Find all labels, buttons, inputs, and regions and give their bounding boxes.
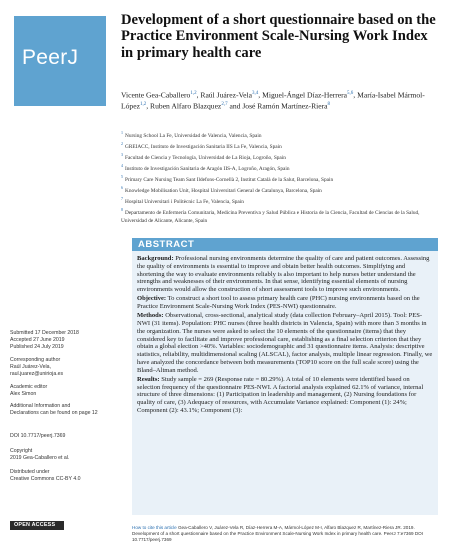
affiliation-number: 5 [121,174,123,180]
abstract-section [137,255,434,294]
abstract-section-text: Study sample = 269 (Response rate = 80.29%). A total of 10 elements were identified based on selection frequency of the questionnaire PES-NWI. A factorial analysis explained 62.1% of variance, internal structure of three dimensions: (1) Participation in leadership and management, (2) Nursing foundations for quality of care, (3) Adequacy of resources, with Accumulate Variance explained: Component (1): 24%; Component (2): 43.1%; Component (3): [137,375,424,414]
dates-block [10,330,122,352]
affiliation-item [121,173,443,184]
abstract-section-text: Professional nursing environments determine the quality of care and patient outcomes. Assessing the quality of environments is essential to improve and obtain better health outcomes. Simplifying and shortening the way to evaluate environments reliably is also important to help nurses better understand the strengths and weaknesses of their environments. In that sense, identifying essential elements of nursing environments would allow the construction of short assessment tools to improve such environments. [137,255,430,293]
affiliation-item [121,129,443,140]
peerj-logo [14,16,106,106]
corresponding-block [10,357,122,379]
copyright-block [10,448,122,462]
affiliation-text: Hospital Universitari i Politècnic La Fe, Valencia, Spain [125,199,244,206]
affiliation-text: Nursing School La Fe, Universidad de Valencia, Valencia, Spain [125,132,262,139]
license-name: Creative Commons CC-BY 4.0 [10,476,81,483]
abstract-section-text: To construct a short tool to assess primary health care (PHC) nursing environments based on the Practice Environment Scale-Nursing Work Index (PES-NWI) questionnaire. [137,295,420,310]
published-date: Published 24 July 2019 [10,344,64,351]
cite-label: How to cite this article [132,525,177,530]
paper-title: Development of a short questionnaire based on the Practice Environment Scale-Nursing Work Index in primary health care [121,12,436,61]
affiliation-text: Departamento de Enfermería Comunitaria, Medicina Preventiva y Salud Pública e Historia de la Ciencia, Facultad de Ciencias de la Salud, Universidad de Alicante, Alicante, Spain [121,210,420,224]
logo-text: PeerJ [22,46,79,69]
copyright-label: Copyright [10,448,33,454]
affiliation-item [121,140,443,151]
affiliation-number: 3 [121,152,123,158]
author-affiliation-marker: 1,2 [139,102,147,108]
copyright-holder: 2019 Gea-Caballero et al. [10,455,70,462]
abstract-section [137,376,434,415]
abstract-section [137,295,434,311]
additional-info-text: Additional Information and Declarations can be found on page 12 [10,403,98,417]
author-affiliation-marker: 3,4 [252,91,259,96]
affiliation-number: 7 [121,196,123,202]
editor-name: Alex Simon [10,391,37,398]
affiliation-number: 4 [121,163,123,169]
affiliation-item [121,151,443,162]
author-name: Ruben Alfaro Blazquez [150,101,222,111]
affiliation-text: Knowledge Mobilisation Unit, Hospital Universitari General de Catalunya, Barcelona, Spain [125,188,322,195]
affiliation-number: 2 [121,141,123,147]
affiliation-item [121,206,443,224]
author-name: María-Isabel Mármol-López [121,90,425,111]
open-access-label: OPEN ACCESS [14,522,56,528]
editor-block [10,384,122,398]
corresponding-label: Corresponding author [10,357,61,363]
abstract-section-text: Observational, cross-sectional, analytical study (data collection February–April 2015). Tool: PES-NWI (31 items). Population: PHC nurses (three health districts in Valencia, Spain) with more than 3 months in the organization. The nurses were asked to select the 10 elements of the questionnaire (items) that they considered key to facilitate and improve professional care, establishing as a final selection criterion that they obtain a global election >40%. Variables: sociodemographic and 31 questionnaire items. Analysis: descriptive statistics, reliability, multidimensional scaling (ALSCAL), factor analysis, multiple linear regression. Finally, we have analyzed the concordance between both measurements (TOP10 score on the full scale score) using the Bland–Altman method. [137,312,433,374]
affiliation-number: 1 [121,130,123,135]
affiliation-text: Primary Care Nursing Team Sant Ildefons-Cornellà 2, Institut Català de la Salut, Barcelona, Spain [125,177,334,184]
citation-footer [132,525,438,544]
abstract-heading: ABSTRACT [138,239,195,250]
editor-label: Academic editor [10,384,48,390]
abstract-body [137,255,434,416]
abstract-section-label: Objective: [137,295,167,303]
author-name: Vicente Gea-Caballero [121,90,191,100]
open-access-badge [10,521,64,530]
doi-block[interactable] [10,433,122,440]
abstract-section-label: Background: [137,255,174,262]
affiliation-text: Instituto de Investigación Sanitaria de Aragón IIS-A, Logroño, Aragón, Spain [125,165,290,172]
author-affiliation-marker: 5,6 [347,91,354,96]
author-name: Miguel-Ángel Díaz-Herrera [262,90,348,100]
affiliation-item [121,195,443,206]
author-affiliation-marker: 2,7 [221,102,228,108]
abstract-header [132,238,438,251]
affiliation-item [121,162,443,173]
affiliation-item [121,184,443,195]
author-affiliation-marker: 8 [327,102,331,108]
doi-text: DOI 10.7717/peerj.7369 [10,433,66,439]
author-affiliation-marker: 1,2 [190,91,197,96]
accepted-date: Accepted 27 June 2019 [10,337,65,344]
abstract-section [137,312,434,374]
license-block[interactable] [10,469,122,483]
submitted-date: Submitted 17 December 2018 [10,330,79,336]
corresponding-name: Raúl Juárez-Vela, [10,364,51,371]
affiliation-text: Facultad de Ciencia y Tecnología, Universidad de La Rioja, Logroño, Spain [125,154,286,161]
affiliation-list [121,129,443,225]
corresponding-email[interactable]: raul.juarez@unirioja.es [10,371,64,378]
cite-doi[interactable]: DOI 10.7717/peerj.7369 [132,531,424,543]
affiliation-number: 8 [121,207,123,213]
affiliation-text: GREIACC, Instituto de Investigación Sanitaria IIS La Fe, Valencia, Spain [125,143,282,150]
license-label: Distributed under [10,469,50,475]
abstract-section-label: Results: [137,375,160,383]
affiliation-number: 6 [121,185,123,191]
author-list: Vicente Gea-Caballero$^{1,2}$, Raúl Juárez-Vela$^{3,4}$, Miguel-Ángel Díaz-Herrera$^{5,6}$, María-Isabel Mármol-López$^{1,2}$, Ruben Alfaro Blazquez$^{2,7}$ and José Ramón Martínez-Riera$^8$ [121,90,425,111]
abstract-section-label: Methods: [137,312,164,320]
author-name: Raúl Juárez-Vela [200,90,253,100]
additional-info[interactable] [10,403,100,417]
author-name: José Ramón Martínez-Riera [242,101,328,111]
cite-text: Gea-Caballero V, Juárez-Vela R, Díaz-Herrera M-A, Mármol-López M-I, Alfaro Blazquez R, Martínez-Riera JR. 2019. Development of a short questionnaire based on the Practice Environment Scale-Nursing Work Index in primary health care. PeerJ 7:e7369 [132,525,415,537]
